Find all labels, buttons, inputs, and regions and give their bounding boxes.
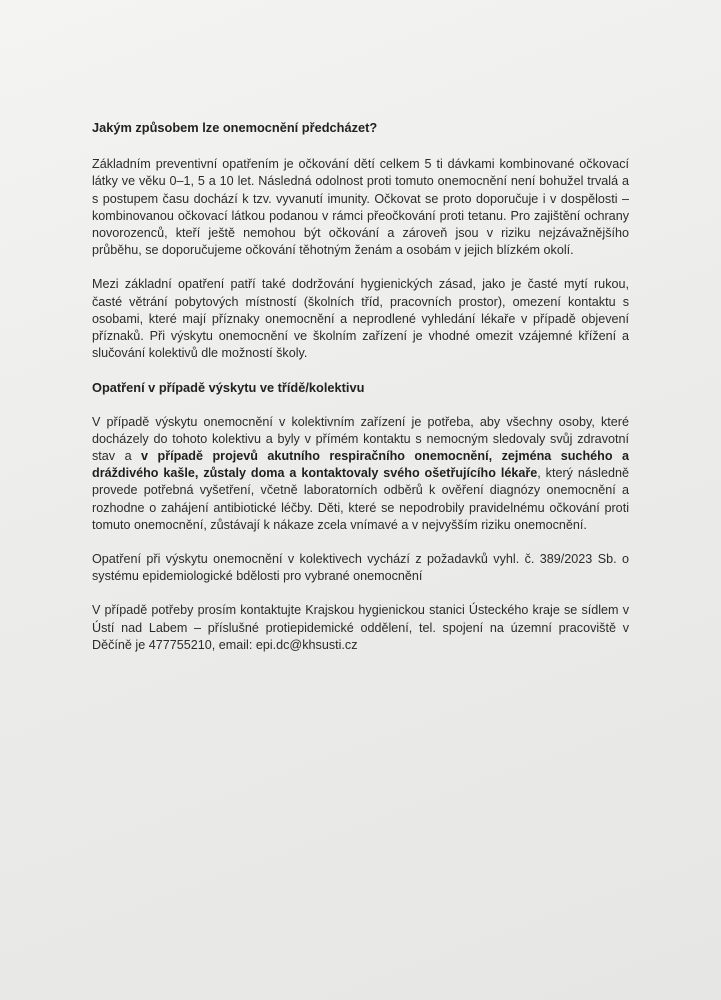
document-body — [92, 119, 629, 671]
paragraph-regulation: Opatření při výskytu onemocnění v kolektivech vychází z požadavků vyhl. č. 389/2023 Sb. o systému epidemiologické bdělosti pro vybrané onemocnění — [92, 552, 629, 584]
outbreak-text-after: , který následně provede potřebná vyšetření, včetně laboratorních odběrů k ověření diagnózy onemocnění a rozhodne o zahájení antibiotické léčby. Děti, které se nepodrobily pravidelnému očkování proti tomuto onemocnění, zůstávají k nákaze zcela vnímavé a v nejvyšším riziku onemocnění. — [92, 466, 629, 532]
paragraph-vaccination: Základním preventivní opatřením je očkování dětí celkem 5 ti dávkami kombinované očkovací látky ve věku 0–1, 5 a 10 let. Následná odolnost proti tomuto onemocnění není bohužel trvalá a s postupem času dochází k tzv. vyvanutí imunity. Očkovat se proto doporučuje i v dospělosti – kombinovanou očkovací látkou podanou v rámci přeočkování proti tetanu. Pro zajištění ochrany novorozenců, kteří ještě nemohou být očkování a zároveň jsou v riziku nejzávažnějšího průběhu, se doporučujeme očkování těhotným ženám a osobám v jejich blízkém okolí. — [92, 157, 629, 258]
outbreak-text-before: V případě výskytu onemocnění v kolektivním zařízení je potřeba, aby všechny osoby, které docházely do tohoto kolektivu a byly v přímém kontaktu s nemocným sledovaly svůj zdravotní stav a — [92, 414, 629, 464]
heading-prevention: Jakým způsobem lze onemocnění předcházet? — [92, 120, 378, 135]
paragraph-hygiene: Mezi základní opatření patří také dodržování hygienických zásad, jako je časté mytí rukou, časté větrání pobytových místností (školních tříd, pracovních prostor), omezení kontaktu s osobami, které mají příznaky onemocnění a neprodlené vyhledání lékaře v případě objevení příznaků. Při výskytu onemocnění ve školním zařízení je vhodné omezit vzájemné křížení a slučování kolektivů dle možností školy. — [92, 277, 629, 361]
paragraph-contact: V případě potřeby prosím kontaktujte Krajskou hygienickou stanici Ústeckého kraje se sídlem v Ústí nad Labem – příslušné protiepidemické oddělení, tel. spojení na územní pracoviště v Děčíně je 477755210, email: epi.dc@khsusti.cz — [92, 603, 629, 652]
outbreak-text-bold: v případě projevů akutního respiračního onemocnění, zejména suchého a dráždivého kašle, zůstaly doma a kontaktovaly svého ošetřujícího lékaře — [92, 449, 629, 481]
heading-measures: Opatření v případě výskytu ve třídě/kolektivu — [92, 380, 365, 396]
paragraph-outbreak-measures — [92, 414, 629, 534]
